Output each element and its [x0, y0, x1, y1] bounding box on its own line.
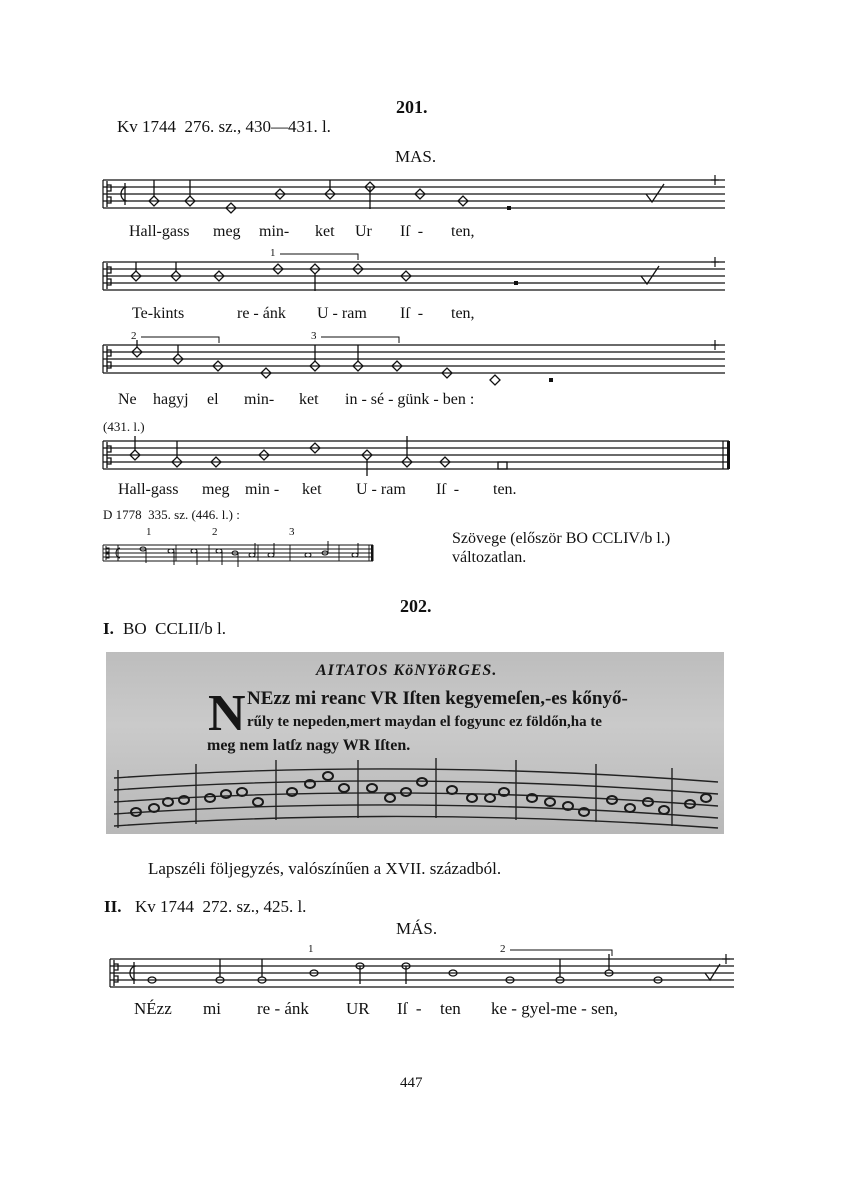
- lyric-3-3: el: [207, 391, 219, 408]
- photo-heading: AITATOS KöNYöRGES.: [316, 662, 498, 679]
- photo-text-line-2: rűly te nepeden,mert maydan el fogyunc ez földőn,ha te: [247, 714, 602, 730]
- lyric-4-2: meg: [202, 481, 230, 498]
- lyric-4-5: U - ram: [356, 481, 406, 498]
- hymn-number-202: 202.: [400, 596, 432, 616]
- note-text-line-1: Szövege (először BO CCLIV/b l.): [452, 530, 671, 547]
- photo-initial: N: [208, 685, 246, 742]
- lyric-2-5: ten,: [451, 305, 475, 322]
- lyric-5-1: NÉzz: [134, 999, 172, 1018]
- lyric-2-4: Iſ -: [400, 305, 424, 322]
- music-staff-2: [103, 257, 728, 302]
- bracket-number-3: 3: [311, 330, 317, 342]
- photo-text-line-1: NEzz mi reanc VR Iſten kegyemeſen,-es kőnyő-: [247, 688, 628, 709]
- part-label-2: II.: [104, 897, 122, 916]
- melody-subtitle-2: MÁS.: [396, 919, 438, 938]
- variant-source: D 1778 335. sz. (446. l.) :: [103, 507, 240, 522]
- lyric-2-2: re - ánk: [237, 305, 286, 322]
- lyric-1-1: Hall-gass: [129, 223, 190, 240]
- lyric-3-4: min-: [244, 391, 275, 408]
- lyric-3-6: in - sé - günk - ben :: [345, 391, 475, 408]
- page-ref: (431. l.): [103, 419, 145, 434]
- variant-number-3: 3: [289, 526, 295, 538]
- lyric-4-1: Hall-gass: [118, 481, 179, 498]
- manuscript-photo: [106, 652, 724, 834]
- bracket-number-2-2: 2: [500, 943, 506, 955]
- lyric-4-6: Iſ -: [436, 481, 460, 498]
- lyric-3-5: ket: [299, 391, 319, 408]
- lyric-1-4: ket: [315, 223, 335, 240]
- music-staff-3: [103, 340, 728, 388]
- lyric-5-3: re - ánk: [257, 999, 309, 1018]
- music-staff-4: [103, 436, 738, 481]
- variant-staff: [103, 541, 378, 569]
- music-staff-1: [103, 175, 728, 220]
- lyric-5-5: Iſ -: [397, 999, 422, 1018]
- lyric-4-4: ket: [302, 481, 322, 498]
- lyric-2-3: U - ram: [317, 305, 367, 322]
- part-source-1: BO CCLII/b l.: [123, 619, 226, 638]
- handwritten-staff: [106, 652, 724, 834]
- lyric-1-3: min-: [259, 223, 290, 240]
- lyric-1-7: ten,: [451, 223, 475, 240]
- lyric-5-4: UR: [346, 999, 370, 1018]
- lyric-1-5: Ur: [355, 223, 372, 240]
- bracket-number-2: 2: [131, 330, 137, 342]
- lyric-3-1: Ne: [118, 391, 137, 408]
- lyric-1-2: meg: [213, 223, 241, 240]
- lyric-5-6: ten: [440, 999, 461, 1018]
- lyric-5-7: ke - gyel-me - sen,: [491, 999, 618, 1018]
- variant-number-2: 2: [212, 526, 218, 538]
- hymn-number-201: 201.: [396, 97, 428, 117]
- page-number: 447: [400, 1075, 423, 1091]
- lyric-2-1: Te-kints: [132, 305, 185, 322]
- lyric-4-7: ten.: [493, 481, 517, 498]
- variant-number-1: 1: [146, 526, 152, 538]
- bracket-number-1: 1: [270, 247, 276, 259]
- lyric-1-6: Iſ -: [400, 223, 424, 240]
- source-ref-201: Kv 1744 276. sz., 430—431. l.: [117, 117, 331, 136]
- lyric-3-2: hagyj: [153, 391, 189, 408]
- bracket-number-2-1: 1: [308, 943, 314, 955]
- melody-subtitle: MAS.: [395, 147, 437, 166]
- part-label-1: I.: [103, 619, 114, 638]
- part-source-2: Kv 1744 272. sz., 425. l.: [135, 897, 307, 916]
- lyric-4-3: min -: [245, 481, 280, 498]
- note-text-line-2: változatlan.: [452, 549, 527, 566]
- lyric-5-2: mi: [203, 999, 221, 1018]
- photo-caption: Lapszéli följegyzés, valószínűen a XVII. századból.: [148, 859, 502, 878]
- music-staff-5: [110, 954, 738, 1000]
- photo-text-line-3: meg nem latſz nagy WR Iſten.: [207, 737, 411, 754]
